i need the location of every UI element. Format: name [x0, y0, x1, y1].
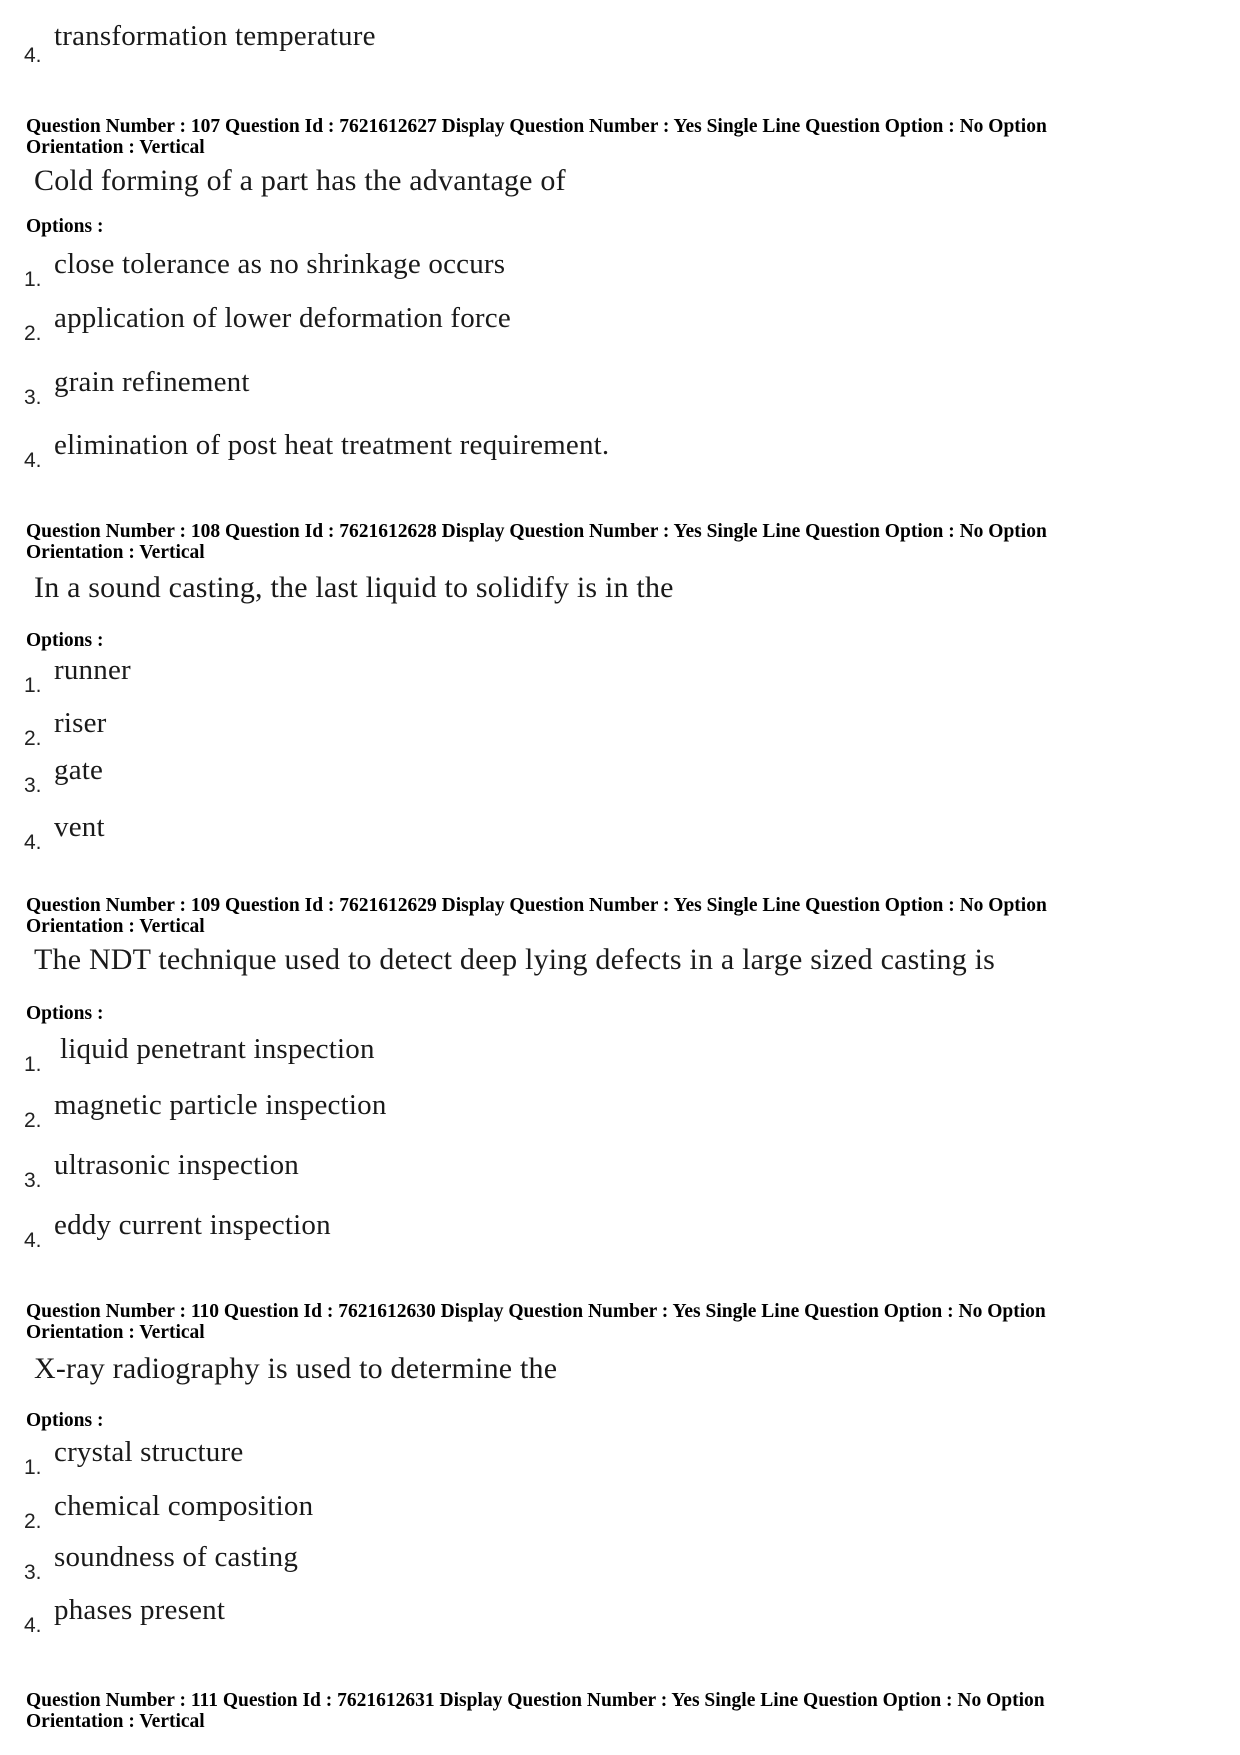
option-number: 2.	[24, 727, 42, 750]
meta-line: Question Number : 108 Question Id : 7621612628 Display Question Number : Yes Single Line Question Option : No Option	[26, 521, 1047, 542]
option-number: 4.	[24, 44, 42, 67]
option-text: chemical composition	[54, 1490, 314, 1522]
option-text: elimination of post heat treatment requirement.	[54, 429, 610, 461]
question-110-text: X-ray radiography is used to determine the	[34, 1352, 558, 1385]
option-text: phases present	[54, 1594, 226, 1626]
options-label: Options :	[26, 630, 104, 651]
option-text: grain refinement	[54, 366, 250, 398]
question-107-text: Cold forming of a part has the advantage of	[34, 164, 566, 197]
option-number: 1.	[24, 1456, 42, 1479]
meta-line: Question Number : 109 Question Id : 7621612629 Display Question Number : Yes Single Line Question Option : No Option	[26, 895, 1047, 916]
option-text: close tolerance as no shrinkage occurs	[54, 248, 506, 280]
option-number: 4.	[24, 831, 42, 854]
options-label: Options :	[26, 216, 104, 237]
option-text: gate	[54, 754, 104, 786]
meta-line: Question Number : 111 Question Id : 7621612631 Display Question Number : Yes Single Line Question Option : No Option	[26, 1690, 1045, 1711]
option-number: 3.	[24, 774, 42, 797]
meta-line: Orientation : Vertical	[26, 137, 205, 158]
meta-line: Orientation : Vertical	[26, 916, 205, 937]
question-110-meta	[26, 1301, 1206, 1343]
option-number: 3.	[24, 1169, 42, 1192]
option-text: soundness of casting	[54, 1541, 299, 1573]
option-number: 1.	[24, 1053, 42, 1076]
meta-line: Orientation : Vertical	[26, 542, 205, 563]
option-number: 2.	[24, 322, 42, 345]
question-108-meta	[26, 521, 1206, 563]
question-109-text: The NDT technique used to detect deep lying defects in a large sized casting is	[34, 943, 996, 976]
question-109-meta	[26, 895, 1206, 937]
options-label: Options :	[26, 1003, 104, 1024]
option-text: riser	[54, 707, 107, 739]
options-label: Options :	[26, 1410, 104, 1431]
option-number: 3.	[24, 386, 42, 409]
option-number: 1.	[24, 268, 42, 291]
option-text: ultrasonic inspection	[54, 1149, 300, 1181]
option-number: 1.	[24, 674, 42, 697]
option-number: 4.	[24, 1614, 42, 1637]
question-111-meta	[26, 1690, 1206, 1732]
option-text: crystal structure	[54, 1436, 244, 1468]
option-number: 4.	[24, 449, 42, 472]
meta-line: Question Number : 107 Question Id : 7621612627 Display Question Number : Yes Single Line Question Option : No Option	[26, 116, 1047, 137]
option-text: liquid penetrant inspection	[60, 1033, 375, 1065]
option-number: 4.	[24, 1229, 42, 1252]
option-number: 2.	[24, 1510, 42, 1533]
question-108-text: In a sound casting, the last liquid to solidify is in the	[34, 571, 674, 604]
question-107-meta	[26, 116, 1206, 158]
option-number: 2.	[24, 1109, 42, 1132]
option-text: eddy current inspection	[54, 1209, 331, 1241]
option-text: runner	[54, 654, 131, 686]
meta-line: Question Number : 110 Question Id : 7621612630 Display Question Number : Yes Single Line Question Option : No Option	[26, 1301, 1046, 1322]
option-text: transformation temperature	[54, 20, 376, 52]
meta-line: Orientation : Vertical	[26, 1711, 205, 1732]
meta-line: Orientation : Vertical	[26, 1322, 205, 1343]
option-text: magnetic particle inspection	[54, 1089, 387, 1121]
option-text: vent	[54, 811, 105, 843]
option-number: 3.	[24, 1561, 42, 1584]
option-text: application of lower deformation force	[54, 302, 511, 334]
